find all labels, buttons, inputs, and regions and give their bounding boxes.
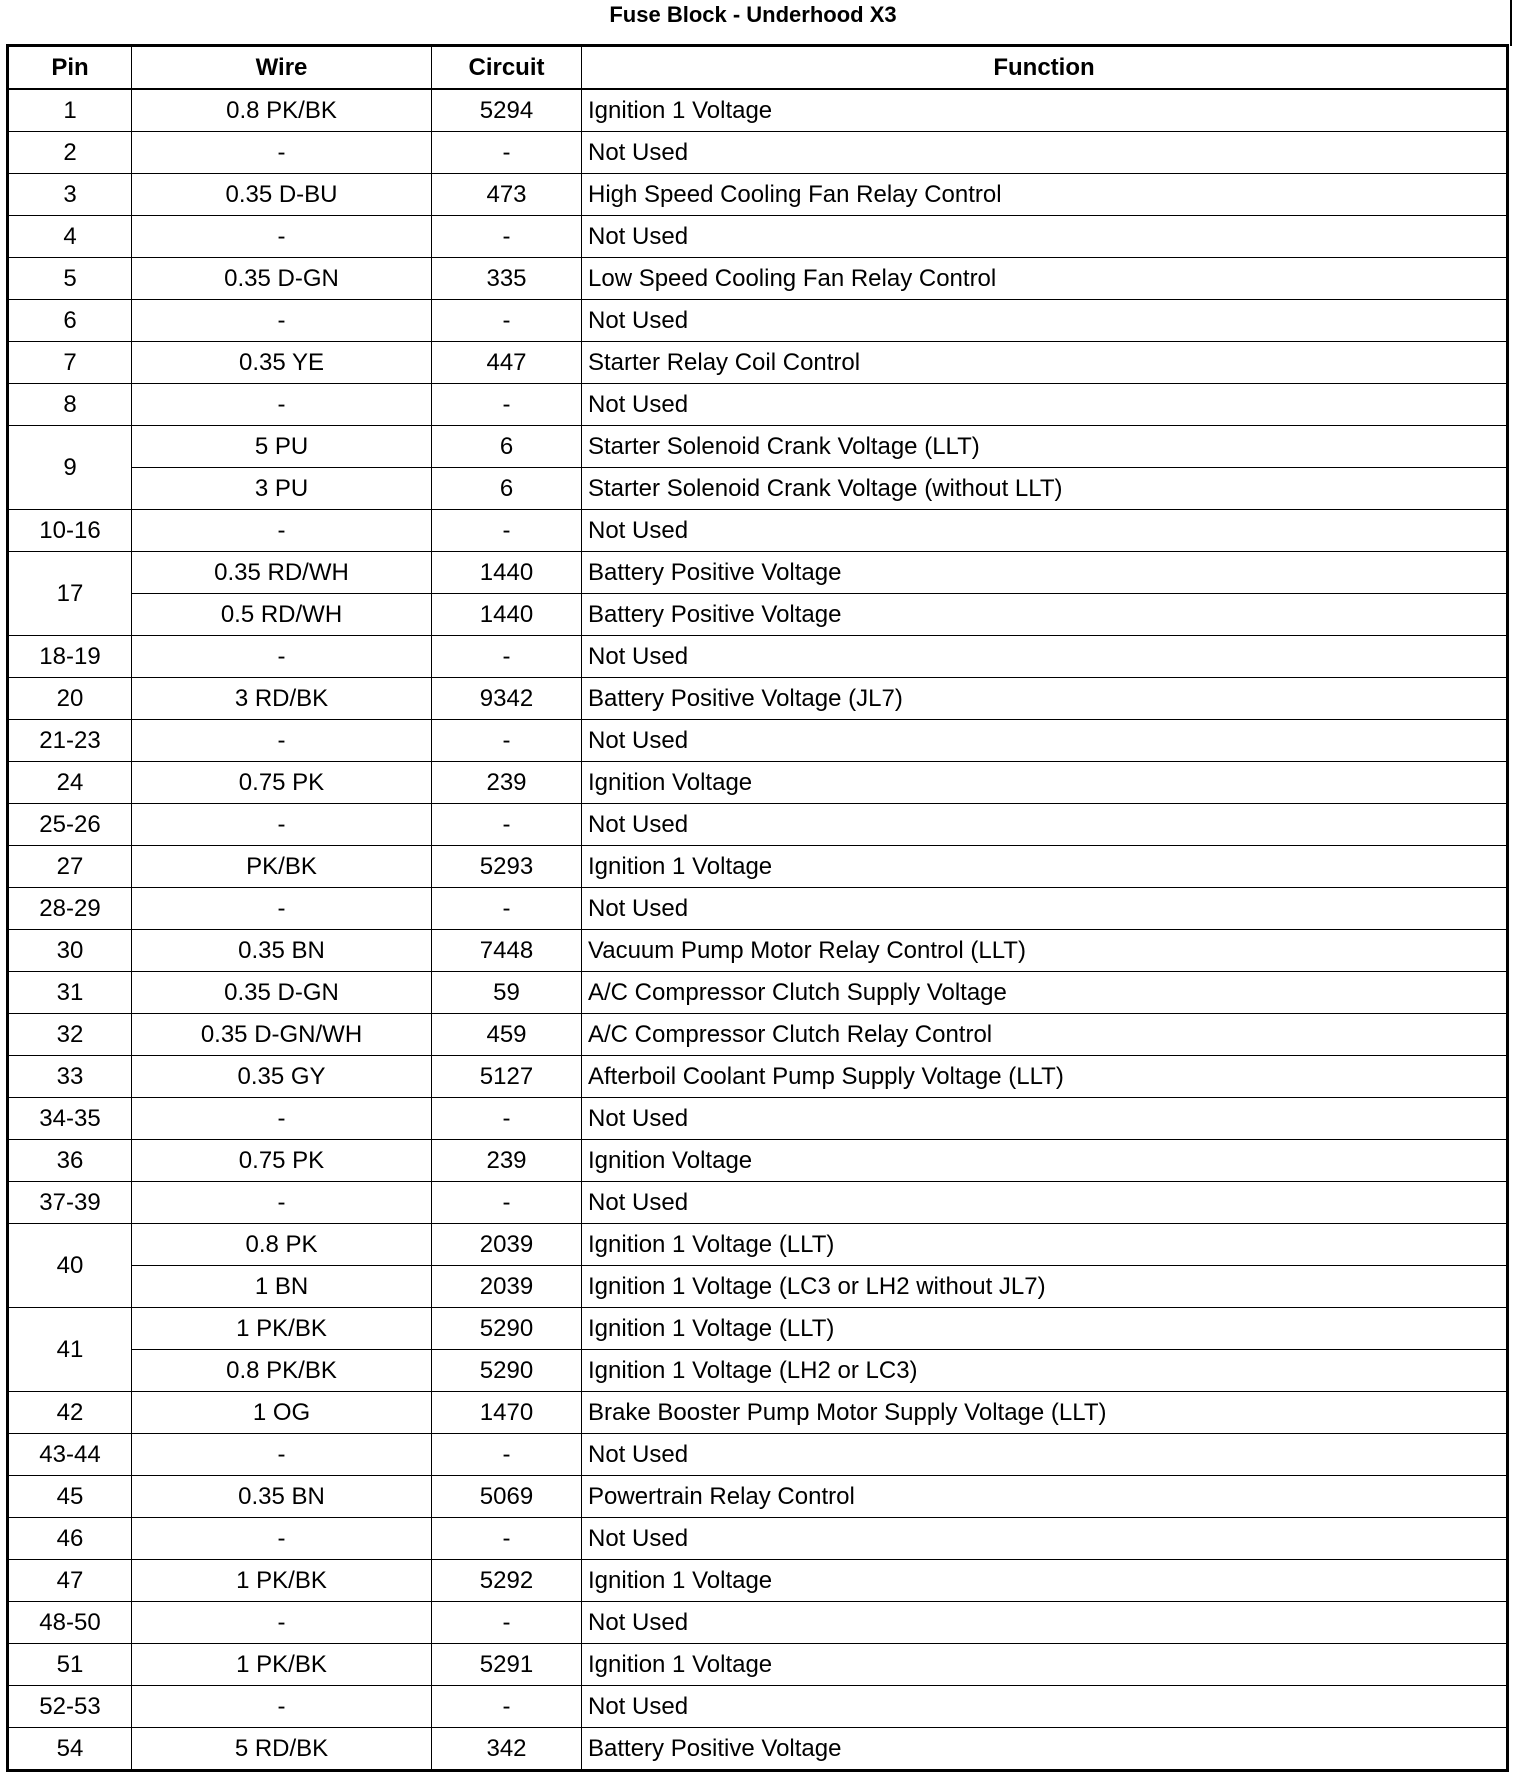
table-row xyxy=(8,1686,1508,1728)
wire-cell: 0.8 PK/BK xyxy=(132,89,432,132)
function-cell: Ignition Voltage xyxy=(582,762,1508,804)
circuit-cell: 5294 xyxy=(432,89,582,132)
pin-cell: 5 xyxy=(8,258,132,300)
table-row xyxy=(8,300,1508,342)
wire-cell: 0.35 D-GN xyxy=(132,258,432,300)
table-row xyxy=(8,1182,1508,1224)
pin-cell: 34-35 xyxy=(8,1098,132,1140)
circuit-cell: - xyxy=(432,1182,582,1224)
circuit-cell: 5292 xyxy=(432,1560,582,1602)
function-cell: Not Used xyxy=(582,132,1508,174)
wire-cell: 0.35 RD/WH xyxy=(132,552,432,594)
circuit-cell: 447 xyxy=(432,342,582,384)
wire-cell: 0.5 RD/WH xyxy=(132,594,432,636)
table-row xyxy=(8,678,1508,720)
table-row xyxy=(8,888,1508,930)
pin-cell: 54 xyxy=(8,1728,132,1771)
circuit-cell: - xyxy=(432,636,582,678)
pin-cell: 37-39 xyxy=(8,1182,132,1224)
circuit-cell: - xyxy=(432,1098,582,1140)
circuit-cell: - xyxy=(432,888,582,930)
function-cell: Not Used xyxy=(582,1518,1508,1560)
circuit-cell: 239 xyxy=(432,1140,582,1182)
pin-cell: 20 xyxy=(8,678,132,720)
pin-cell: 2 xyxy=(8,132,132,174)
function-cell: Brake Booster Pump Motor Supply Voltage (LLT) xyxy=(582,1392,1508,1434)
table-row xyxy=(8,846,1508,888)
wire-cell: - xyxy=(132,720,432,762)
pin-cell: 7 xyxy=(8,342,132,384)
function-cell: Not Used xyxy=(582,216,1508,258)
pin-cell: 8 xyxy=(8,384,132,426)
circuit-cell: 5069 xyxy=(432,1476,582,1518)
wire-cell: 1 OG xyxy=(132,1392,432,1434)
circuit-cell: 5293 xyxy=(432,846,582,888)
pin-cell: 30 xyxy=(8,930,132,972)
pin-cell: 42 xyxy=(8,1392,132,1434)
pin-cell: 27 xyxy=(8,846,132,888)
circuit-cell: 5291 xyxy=(432,1644,582,1686)
function-cell: Vacuum Pump Motor Relay Control (LLT) xyxy=(582,930,1508,972)
table-row xyxy=(8,1056,1508,1098)
circuit-cell: 1440 xyxy=(432,594,582,636)
wire-cell: 0.8 PK/BK xyxy=(132,1350,432,1392)
circuit-cell: - xyxy=(432,510,582,552)
circuit-cell: - xyxy=(432,132,582,174)
wire-cell: 1 BN xyxy=(132,1266,432,1308)
table-row xyxy=(8,510,1508,552)
function-cell: Battery Positive Voltage xyxy=(582,594,1508,636)
function-cell: Not Used xyxy=(582,804,1508,846)
circuit-cell: 9342 xyxy=(432,678,582,720)
pin-cell: 25-26 xyxy=(8,804,132,846)
wire-cell: 5 RD/BK xyxy=(132,1728,432,1771)
pin-cell: 51 xyxy=(8,1644,132,1686)
function-cell: Ignition 1 Voltage xyxy=(582,1644,1508,1686)
table-row xyxy=(8,426,1508,468)
function-cell: Ignition 1 Voltage (LLT) xyxy=(582,1224,1508,1266)
function-cell: Not Used xyxy=(582,1434,1508,1476)
header-circuit: Circuit xyxy=(432,46,582,90)
pin-cell: 43-44 xyxy=(8,1434,132,1476)
circuit-cell: 5127 xyxy=(432,1056,582,1098)
wire-cell: - xyxy=(132,216,432,258)
circuit-cell: 342 xyxy=(432,1728,582,1771)
function-cell: Ignition 1 Voltage (LH2 or LC3) xyxy=(582,1350,1508,1392)
wire-cell: - xyxy=(132,1182,432,1224)
function-cell: Starter Solenoid Crank Voltage (LLT) xyxy=(582,426,1508,468)
pin-cell: 1 xyxy=(8,89,132,132)
pin-cell: 17 xyxy=(8,552,132,636)
table-row xyxy=(8,1350,1508,1392)
table-title: Fuse Block - Underhood X3 xyxy=(609,2,897,27)
pin-cell: 21-23 xyxy=(8,720,132,762)
wire-cell: - xyxy=(132,384,432,426)
pin-cell: 28-29 xyxy=(8,888,132,930)
table-row xyxy=(8,720,1508,762)
wire-cell: - xyxy=(132,888,432,930)
wire-cell: 5 PU xyxy=(132,426,432,468)
pin-cell: 48-50 xyxy=(8,1602,132,1644)
wire-cell: 3 RD/BK xyxy=(132,678,432,720)
circuit-cell: - xyxy=(432,1518,582,1560)
function-cell: Ignition 1 Voltage xyxy=(582,1560,1508,1602)
circuit-cell: 59 xyxy=(432,972,582,1014)
wire-cell: - xyxy=(132,1098,432,1140)
wire-cell: 0.75 PK xyxy=(132,1140,432,1182)
wire-cell: PK/BK xyxy=(132,846,432,888)
circuit-cell: - xyxy=(432,1434,582,1476)
function-cell: Ignition 1 Voltage xyxy=(582,846,1508,888)
circuit-cell: 5290 xyxy=(432,1350,582,1392)
wire-cell: 0.35 BN xyxy=(132,930,432,972)
wire-cell: - xyxy=(132,1686,432,1728)
wire-cell: 0.35 GY xyxy=(132,1056,432,1098)
pin-cell: 10-16 xyxy=(8,510,132,552)
wire-cell: 1 PK/BK xyxy=(132,1644,432,1686)
function-cell: Not Used xyxy=(582,1686,1508,1728)
header-wire: Wire xyxy=(132,46,432,90)
table-row xyxy=(8,1392,1508,1434)
wire-cell: 0.8 PK xyxy=(132,1224,432,1266)
wire-cell: 1 PK/BK xyxy=(132,1560,432,1602)
connector-pinout-table xyxy=(6,44,1509,1772)
function-cell: Not Used xyxy=(582,510,1508,552)
table-row xyxy=(8,1644,1508,1686)
table-row xyxy=(8,1308,1508,1350)
pin-cell: 31 xyxy=(8,972,132,1014)
circuit-cell: 5290 xyxy=(432,1308,582,1350)
table-row xyxy=(8,1098,1508,1140)
circuit-cell: - xyxy=(432,1602,582,1644)
pin-cell: 41 xyxy=(8,1308,132,1392)
table-row xyxy=(8,552,1508,594)
wire-cell: - xyxy=(132,1602,432,1644)
wire-cell: - xyxy=(132,510,432,552)
function-cell: Powertrain Relay Control xyxy=(582,1476,1508,1518)
table-row xyxy=(8,1014,1508,1056)
wire-cell: - xyxy=(132,636,432,678)
pin-cell: 45 xyxy=(8,1476,132,1518)
table-row xyxy=(8,1602,1508,1644)
circuit-cell: 6 xyxy=(432,426,582,468)
function-cell: Ignition 1 Voltage (LC3 or LH2 without JL7) xyxy=(582,1266,1508,1308)
pin-cell: 6 xyxy=(8,300,132,342)
wire-cell: 1 PK/BK xyxy=(132,1308,432,1350)
function-cell: Not Used xyxy=(582,636,1508,678)
function-cell: Low Speed Cooling Fan Relay Control xyxy=(582,258,1508,300)
function-cell: Battery Positive Voltage (JL7) xyxy=(582,678,1508,720)
function-cell: A/C Compressor Clutch Relay Control xyxy=(582,1014,1508,1056)
table-row xyxy=(8,174,1508,216)
wire-cell: 0.35 YE xyxy=(132,342,432,384)
table-body xyxy=(8,89,1508,1771)
function-cell: Battery Positive Voltage xyxy=(582,552,1508,594)
page-edge-line xyxy=(1510,0,1512,46)
table-row xyxy=(8,89,1508,132)
function-cell: Not Used xyxy=(582,888,1508,930)
circuit-cell: - xyxy=(432,384,582,426)
pin-cell: 9 xyxy=(8,426,132,510)
circuit-cell: 7448 xyxy=(432,930,582,972)
pin-cell: 33 xyxy=(8,1056,132,1098)
table-row xyxy=(8,384,1508,426)
function-cell: Starter Relay Coil Control xyxy=(582,342,1508,384)
function-cell: Not Used xyxy=(582,1182,1508,1224)
table-row xyxy=(8,1476,1508,1518)
pin-cell: 40 xyxy=(8,1224,132,1308)
wire-cell: 0.35 BN xyxy=(132,1476,432,1518)
table-row xyxy=(8,804,1508,846)
table-row xyxy=(8,1224,1508,1266)
wire-cell: - xyxy=(132,1434,432,1476)
function-cell: High Speed Cooling Fan Relay Control xyxy=(582,174,1508,216)
circuit-cell: 1470 xyxy=(432,1392,582,1434)
table-row xyxy=(8,258,1508,300)
table-row xyxy=(8,930,1508,972)
header-row xyxy=(8,46,1508,90)
wire-cell: - xyxy=(132,1518,432,1560)
table-row xyxy=(8,1560,1508,1602)
circuit-cell: 2039 xyxy=(432,1266,582,1308)
function-cell: Afterboil Coolant Pump Supply Voltage (LLT) xyxy=(582,1056,1508,1098)
wire-cell: 3 PU xyxy=(132,468,432,510)
wire-cell: - xyxy=(132,132,432,174)
function-cell: A/C Compressor Clutch Supply Voltage xyxy=(582,972,1508,1014)
table-row xyxy=(8,762,1508,804)
wire-cell: 0.35 D-GN xyxy=(132,972,432,1014)
circuit-cell: - xyxy=(432,1686,582,1728)
circuit-cell: 1440 xyxy=(432,552,582,594)
pin-cell: 52-53 xyxy=(8,1686,132,1728)
table-row xyxy=(8,132,1508,174)
function-cell: Battery Positive Voltage xyxy=(582,1728,1508,1771)
wire-cell: 0.75 PK xyxy=(132,762,432,804)
pin-cell: 4 xyxy=(8,216,132,258)
function-cell: Ignition Voltage xyxy=(582,1140,1508,1182)
circuit-cell: 473 xyxy=(432,174,582,216)
table-row xyxy=(8,1518,1508,1560)
header-pin: Pin xyxy=(8,46,132,90)
function-cell: Ignition 1 Voltage (LLT) xyxy=(582,1308,1508,1350)
table-row xyxy=(8,342,1508,384)
function-cell: Ignition 1 Voltage xyxy=(582,89,1508,132)
table-row xyxy=(8,972,1508,1014)
table-row xyxy=(8,594,1508,636)
function-cell: Not Used xyxy=(582,1098,1508,1140)
header-function: Function xyxy=(582,46,1508,90)
pin-cell: 24 xyxy=(8,762,132,804)
table-row xyxy=(8,1140,1508,1182)
circuit-cell: - xyxy=(432,720,582,762)
function-cell: Starter Solenoid Crank Voltage (without LLT) xyxy=(582,468,1508,510)
function-cell: Not Used xyxy=(582,384,1508,426)
wire-cell: - xyxy=(132,300,432,342)
function-cell: Not Used xyxy=(582,720,1508,762)
function-cell: Not Used xyxy=(582,300,1508,342)
pin-cell: 46 xyxy=(8,1518,132,1560)
wire-cell: 0.35 D-BU xyxy=(132,174,432,216)
pin-cell: 47 xyxy=(8,1560,132,1602)
circuit-cell: - xyxy=(432,216,582,258)
table-row xyxy=(8,216,1508,258)
circuit-cell: 335 xyxy=(432,258,582,300)
table-row xyxy=(8,1266,1508,1308)
table-row xyxy=(8,1728,1508,1771)
function-cell: Not Used xyxy=(582,1602,1508,1644)
circuit-cell: 239 xyxy=(432,762,582,804)
table-row xyxy=(8,1434,1508,1476)
circuit-cell: 2039 xyxy=(432,1224,582,1266)
pin-cell: 18-19 xyxy=(8,636,132,678)
table-row xyxy=(8,468,1508,510)
circuit-cell: - xyxy=(432,804,582,846)
wire-cell: - xyxy=(132,804,432,846)
wire-cell: 0.35 D-GN/WH xyxy=(132,1014,432,1056)
pin-cell: 32 xyxy=(8,1014,132,1056)
table-row xyxy=(8,636,1508,678)
pin-cell: 3 xyxy=(8,174,132,216)
pin-cell: 36 xyxy=(8,1140,132,1182)
circuit-cell: 459 xyxy=(432,1014,582,1056)
circuit-cell: - xyxy=(432,300,582,342)
circuit-cell: 6 xyxy=(432,468,582,510)
